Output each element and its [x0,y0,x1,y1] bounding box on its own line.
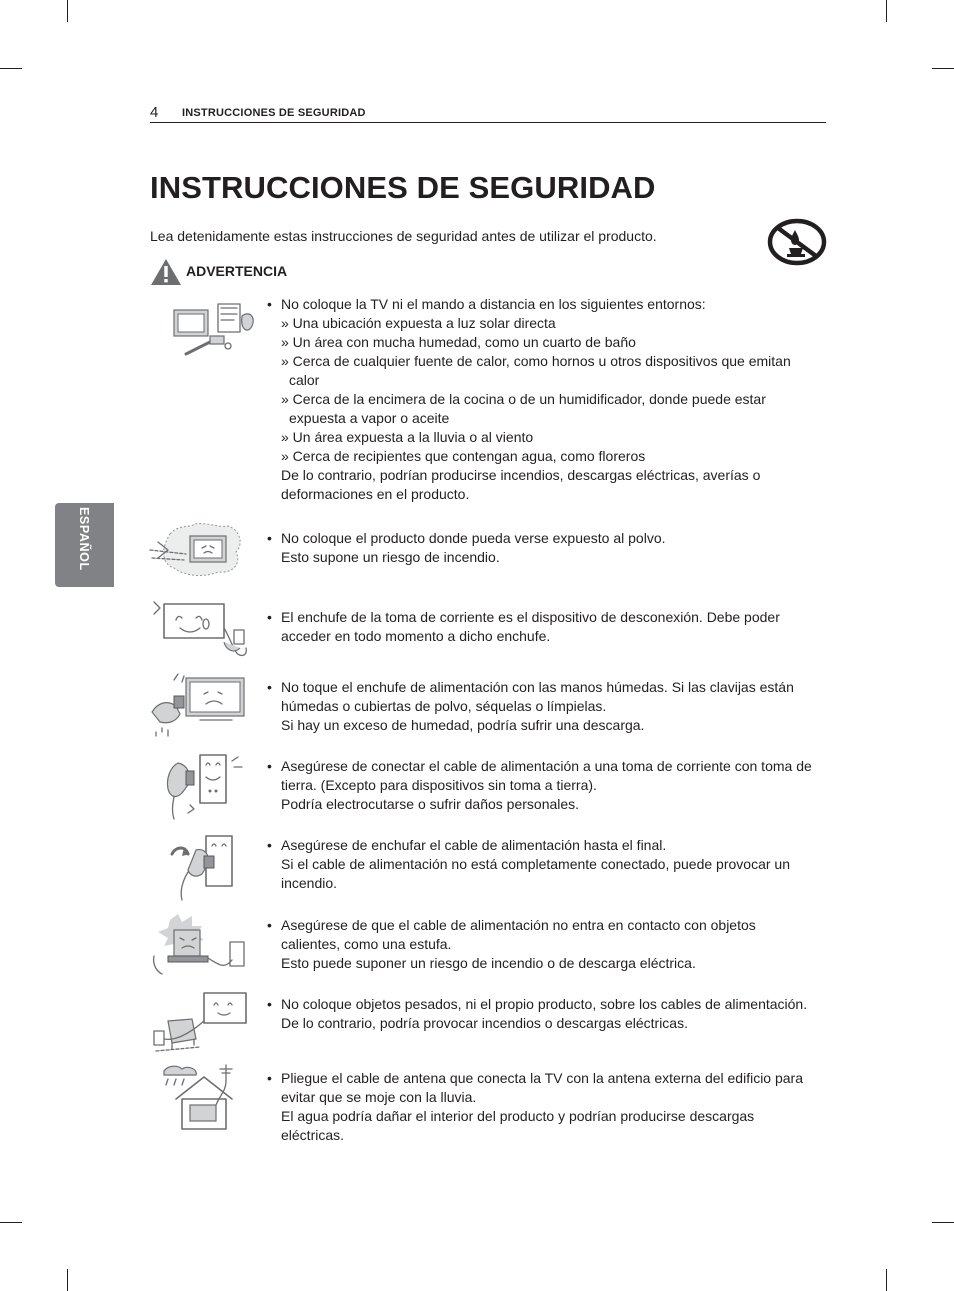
item-main-text: Asegúrese de que el cable de alimentación no entra en contacto con objetos calientes, como una estufa. [281,917,756,952]
bullet: • [267,679,272,695]
language-tab [55,503,114,587]
bullet: • [267,1070,272,1086]
item-extra-text: Podría electrocutarse o sufrir daños personales. [281,796,580,812]
item-sub-text: » Cerca de cualquier fuente de calor, como hornos u otros dispositivos que emitan calor [281,353,791,388]
tv-dust-icon [148,520,248,590]
running-header-title: INSTRUCCIONES DE SEGURIDAD [182,107,366,119]
page-number: 4 [150,104,159,121]
item-extra-text: De lo contrario, podrían producirse incendios, descargas eléctricas, averías o deformaciones en el producto. [281,467,761,502]
item-extra-text: Si hay un exceso de humedad, podría sufrir una descarga. [281,717,645,733]
no-water-icon [767,218,827,266]
crop-mark [0,68,22,69]
item-main-text: Asegúrese de conectar el cable de alimentación a una toma de corriente con toma de tierra. (Excepto para dispositivos sin toma a tierra). [281,758,812,793]
bullet: • [267,296,272,312]
plug-fully-inserted-icon [148,832,248,902]
wet-hands-plug-icon [148,672,248,742]
antenna-cable-rain-icon [148,1063,248,1133]
item-main-text: No coloque la TV ni el mando a distancia en los siguientes entornos: [281,296,706,312]
power-plug-access-icon [148,598,248,668]
item-extra-text: Esto puede suponer un riesgo de incendio o de descarga eléctrica. [281,955,696,971]
item-main-text: Asegúrese de enchufar el cable de alimentación hasta el final. [281,837,667,853]
item-main-text: No toque el enchufe de alimentación con las manos húmedas. Si las clavijas están húmedas o cubiertas de polvo, séquelas o límpielas. [281,679,794,714]
crop-mark [67,1269,68,1291]
item-sub-text: » Un área expuesta a la lluvia o al viento [281,429,534,445]
warning-text: ADVERTENCIA [186,263,288,279]
warning-triangle-icon [150,258,182,286]
bullet: • [267,758,272,774]
crop-mark [886,0,887,22]
crop-mark [932,1222,954,1223]
item-text [281,295,816,504]
intro-text: Lea detenidamente estas instrucciones de seguridad antes de utilizar el producto. [150,228,657,244]
item-extra-text: Si el cable de alimentación no está completamente conectado, puede provocar un incendio. [281,856,790,891]
bullet: • [267,609,272,625]
page-title: INSTRUCCIONES DE SEGURIDAD [150,170,656,205]
bullet: • [267,530,272,546]
item-extra-text: De lo contrario, podría provocar incendios o descargas eléctricas. [281,1015,688,1031]
item-sub-text: » Cerca de la encimera de la cocina o de un humidificador, donde puede estar expuesta a vapor o aceite [281,391,766,426]
item-main-text: No coloque el producto donde pueda verse expuesto al polvo. [281,530,666,546]
item-text [281,608,816,646]
item-main-text: El enchufe de la toma de corriente es el dispositivo de desconexión. Debe poder acceder en todo momento a dicho enchufe. [281,609,780,644]
item-text [281,757,816,814]
language-tab-label: ESPAÑOL [77,507,91,571]
bullet: • [267,917,272,933]
crop-mark [886,1269,887,1291]
item-main-text: No coloque objetos pesados, ni el propio producto, sobre los cables de alimentación. [281,996,808,1012]
item-text [281,916,816,973]
crop-mark [67,0,68,22]
crop-mark [0,1222,22,1223]
grounded-outlet-icon [148,753,248,823]
item-text [281,1069,816,1145]
bullet: • [267,837,272,853]
bullet: • [267,996,272,1012]
item-text [281,836,816,893]
item-text [281,529,816,567]
item-sub-text: » Un área con mucha humedad, como un cuarto de baño [281,334,636,350]
item-sub-text: » Cerca de recipientes que contengan agua, como floreros [281,448,646,464]
heavy-object-cable-icon [148,991,248,1061]
item-text [281,678,816,735]
running-header [150,104,826,123]
crop-mark [932,68,954,69]
item-extra-text: Esto supone un riesgo de incendio. [281,549,500,565]
item-extra-text: El agua podría dañar el interior del producto y podrían producirse descargas eléctricas. [281,1108,755,1143]
item-sub-text: » Una ubicación expuesta a luz solar directa [281,315,556,331]
tv-environment-icon [166,298,266,368]
item-text [281,995,816,1033]
item-main-text: Pliegue el cable de antena que conecta la TV con la antena externa del edificio para evitar que se moje con la lluvia. [281,1070,803,1105]
cable-hot-objects-icon [148,912,248,982]
